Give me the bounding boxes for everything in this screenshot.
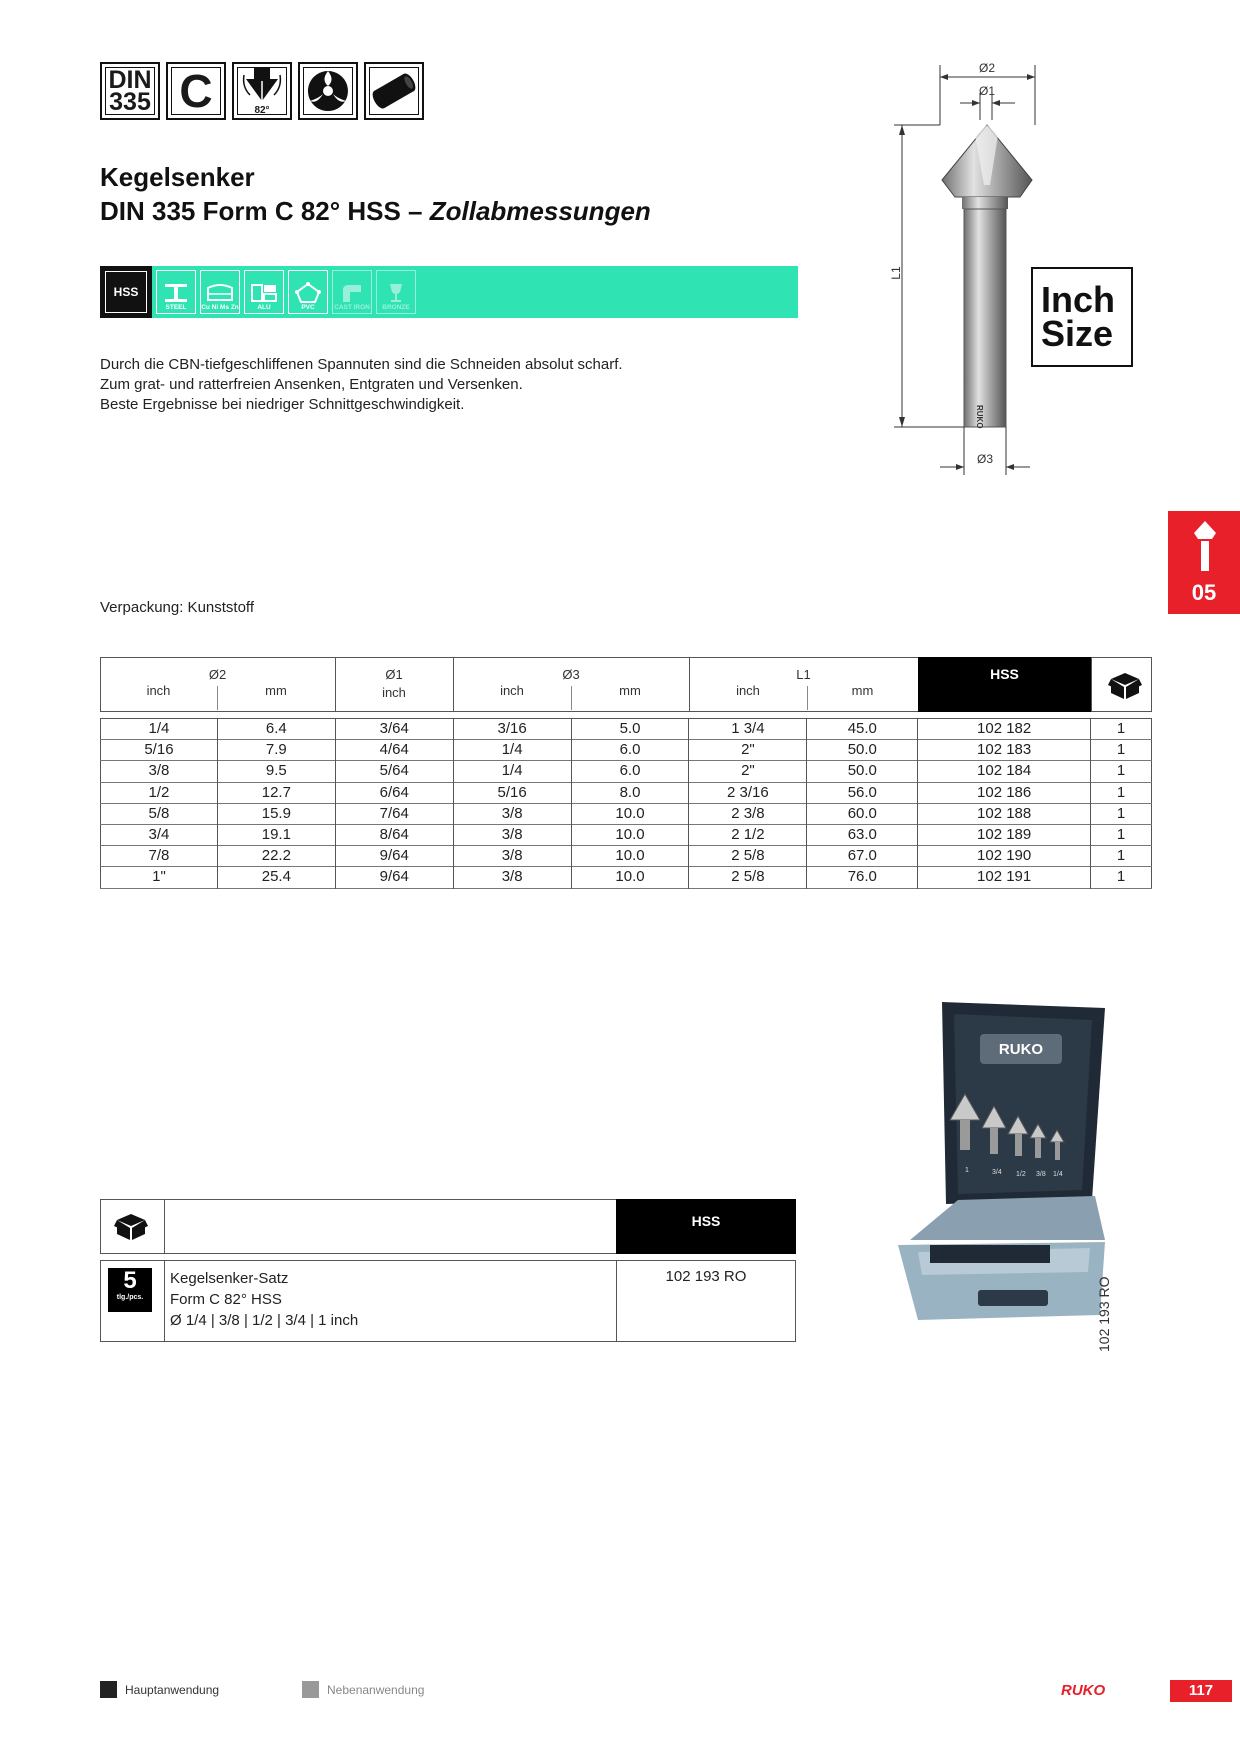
- description-line: Zum grat- und ratterfreien Ansenken, Entgraten und Versenken.: [100, 376, 523, 393]
- title-line2-prefix: DIN 335 Form C 82° HSS –: [100, 196, 430, 226]
- cell-pack-qty: 1: [1091, 782, 1152, 803]
- table-row: [101, 761, 1152, 782]
- cell-article-number: 102 182: [918, 719, 1091, 740]
- pvc-label: PVC: [301, 304, 315, 311]
- cell-d1-inch: 6/64: [335, 782, 453, 803]
- header-d1: Ø1: [385, 667, 403, 682]
- cell-article-number: 102 191: [918, 867, 1091, 888]
- piece-count-unit: tlg./pcs.: [116, 1294, 144, 1301]
- title-line2-italic: Zollabmessungen: [429, 196, 651, 226]
- unit-d2-inch: inch: [146, 683, 171, 698]
- din-number: 335: [109, 88, 151, 116]
- hss-badge-label: HSS: [105, 271, 147, 313]
- cell-article-number: 102 190: [918, 846, 1091, 867]
- cast-iron-label: CAST IRON: [334, 304, 370, 311]
- cell-d3-inch: 3/8: [453, 803, 571, 824]
- cell-d2-mm: 15.9: [217, 803, 335, 824]
- bit-label: 1/4: [1053, 1171, 1063, 1178]
- bit-label: 3/4: [992, 1169, 1002, 1176]
- cell-l1-inch: 2 5/8: [689, 867, 807, 888]
- countersink-angle-icon: [232, 62, 292, 120]
- cell-pack-qty: 1: [1091, 740, 1152, 761]
- cell-d1-inch: 5/64: [335, 761, 453, 782]
- table-row: [101, 719, 1152, 740]
- bit-label: 1: [965, 1167, 969, 1174]
- main-use-label: Hauptanwendung: [125, 1682, 220, 1697]
- photo-article-number: 102 193 RO: [1096, 1276, 1112, 1352]
- cell-d2-inch: 3/8: [148, 762, 170, 780]
- din-335-icon: [100, 62, 160, 120]
- cell-d2-inch: 5/8: [148, 804, 170, 822]
- cell-l1-mm: 50.0: [807, 761, 918, 782]
- table-row: [101, 803, 1152, 824]
- set-desc-line: Ø 1/4 | 3/8 | 1/2 | 3/4 | 1 inch: [170, 1312, 359, 1329]
- inch-size-line1: Inch: [1041, 279, 1116, 320]
- din-label: DIN: [108, 66, 152, 94]
- unit-l1-inch: inch: [736, 683, 760, 698]
- section-number: 05: [1191, 580, 1217, 605]
- cell-article-number: 102 183: [918, 740, 1091, 761]
- non-ferrous-label: Cu Ni Ms Zn: [201, 304, 239, 311]
- cell-pack-qty: 1: [1091, 761, 1152, 782]
- cell-d3-inch: 1/4: [453, 740, 571, 761]
- secondary-use-icon: [302, 1681, 319, 1698]
- d1-label: Ø1: [978, 84, 996, 98]
- page-number: 117: [1170, 1680, 1232, 1702]
- table-row: [101, 846, 1152, 867]
- cell-d3-inch: 3/8: [453, 867, 571, 888]
- cell-d3-mm: 6.0: [571, 761, 689, 782]
- steel-label: STEEL: [165, 304, 187, 311]
- table-row: [101, 782, 1152, 803]
- table-row: [101, 867, 1152, 888]
- cell-d2-inch: 1/4: [148, 720, 170, 738]
- piece-count-badge: [108, 1268, 152, 1312]
- cell-d2-inch: 1": [152, 868, 166, 886]
- cell-d2-mm: 7.9: [217, 740, 335, 761]
- secondary-use-label: Nebenanwendung: [327, 1682, 425, 1697]
- table-row: [101, 824, 1152, 845]
- hss-badge: [100, 266, 152, 318]
- cell-d2-mm: 6.4: [217, 719, 335, 740]
- cell-d3-inch: 3/8: [453, 824, 571, 845]
- title-line2: [100, 194, 651, 228]
- cell-d3-mm: 8.0: [571, 782, 689, 803]
- footer-brand: RUKO: [1061, 1682, 1106, 1699]
- cell-article-number: 102 188: [918, 803, 1091, 824]
- packaging-note: Verpackung: Kunststoff: [100, 599, 254, 616]
- drawing-brand: RUKO: [975, 405, 984, 429]
- bit-label: 1/2: [1016, 1171, 1026, 1178]
- description: [100, 355, 623, 415]
- cell-l1-mm: 45.0: [807, 719, 918, 740]
- cell-d3-mm: 10.0: [571, 824, 689, 845]
- cell-l1-mm: 60.0: [807, 803, 918, 824]
- cell-d1-inch: 8/64: [335, 824, 453, 845]
- set-header-hss: HSS: [616, 1199, 796, 1254]
- title-line1: Kegelsenker: [100, 162, 255, 192]
- unit-d3-inch: inch: [500, 683, 524, 698]
- cell-pack-qty: 1: [1091, 803, 1152, 824]
- cylindrical-shank-icon: [364, 62, 424, 120]
- cell-d3-mm: 10.0: [571, 803, 689, 824]
- d3-label: Ø3: [976, 452, 994, 466]
- angle-label: 82°: [254, 105, 270, 116]
- cell-d2-mm: 9.5: [217, 761, 335, 782]
- pvc-icon: [288, 270, 328, 314]
- main-use-icon: [100, 1681, 117, 1698]
- cell-l1-inch: 2 1/2: [689, 824, 807, 845]
- alu-icon: [244, 270, 284, 314]
- cell-pack-qty: 1: [1091, 867, 1152, 888]
- header-l1: L1: [796, 667, 811, 682]
- steel-icon: [156, 270, 196, 314]
- cell-d2-mm: 12.7: [217, 782, 335, 803]
- cell-article-number: 102 186: [918, 782, 1091, 803]
- non-ferrous-icon: [200, 270, 240, 314]
- cell-l1-inch: 2": [689, 740, 807, 761]
- form-letter: C: [179, 65, 213, 117]
- cell-d2-inch: 5/16: [144, 741, 174, 759]
- cell-d2-inch: 1/2: [148, 783, 170, 801]
- bronze-icon: [376, 270, 416, 314]
- inch-size-line2: Size: [1041, 313, 1114, 354]
- unit-d1-inch: inch: [382, 685, 406, 700]
- set-case-photo: [860, 990, 1120, 1340]
- package-icon: [1108, 669, 1142, 701]
- header-d3: Ø3: [562, 667, 580, 682]
- section-tab: [1168, 511, 1240, 614]
- header-d2: Ø2: [208, 667, 227, 682]
- cell-l1-inch: 2": [689, 761, 807, 782]
- cell-d1-inch: 7/64: [335, 803, 453, 824]
- countersink-drawing: [880, 55, 1060, 475]
- product-title: [100, 160, 651, 228]
- cell-d2-inch: 3/4: [148, 826, 170, 844]
- piece-count: 5: [123, 1267, 137, 1294]
- table-row: [101, 740, 1152, 761]
- cell-d3-inch: 5/16: [453, 782, 571, 803]
- cast-iron-icon: [332, 270, 372, 314]
- cell-d1-inch: 9/64: [335, 867, 453, 888]
- cell-d3-inch: 3/16: [453, 719, 571, 740]
- cell-pack-qty: 1: [1091, 824, 1152, 845]
- cell-l1-mm: 56.0: [807, 782, 918, 803]
- d2-label: Ø2: [978, 61, 996, 75]
- cell-d1-inch: 4/64: [335, 740, 453, 761]
- description-line: Durch die CBN-tiefgeschliffenen Spannuten sind die Schneiden absolut scharf.: [100, 356, 623, 373]
- unit-d2-mm: mm: [265, 683, 287, 698]
- cell-d3-inch: 1/4: [453, 761, 571, 782]
- countersink-tab-icon: [1192, 519, 1218, 573]
- inch-size-badge: [1031, 267, 1133, 367]
- cell-d3-inch: 3/8: [453, 846, 571, 867]
- form-c-icon: [166, 62, 226, 120]
- cell-d3-mm: 10.0: [571, 867, 689, 888]
- alu-label: ALU: [257, 304, 271, 311]
- three-flute-icon: [298, 62, 358, 120]
- set-article-number: 102 193 RO: [665, 1268, 747, 1285]
- set-desc-line: Kegelsenker-Satz: [170, 1270, 289, 1287]
- product-table: [100, 718, 1152, 889]
- cell-d1-inch: 9/64: [335, 846, 453, 867]
- cell-l1-inch: 1 3/4: [689, 719, 807, 740]
- cell-pack-qty: 1: [1091, 719, 1152, 740]
- case-brand: RUKO: [998, 1041, 1044, 1058]
- header-hss: HSS: [918, 657, 1091, 712]
- cell-d1-inch: 3/64: [335, 719, 453, 740]
- bit-label: 3/8: [1036, 1171, 1046, 1178]
- cell-d2-inch: 7/8: [148, 847, 170, 865]
- legend-main-use: [100, 1681, 219, 1698]
- cell-d2-mm: 25.4: [217, 867, 335, 888]
- cell-l1-mm: 76.0: [807, 867, 918, 888]
- cell-l1-inch: 2 5/8: [689, 846, 807, 867]
- bronze-label: BRONZE: [382, 304, 410, 311]
- cell-article-number: 102 184: [918, 761, 1091, 782]
- cell-l1-inch: 2 3/8: [689, 803, 807, 824]
- cell-d3-mm: 5.0: [571, 719, 689, 740]
- unit-l1-mm: mm: [851, 683, 874, 698]
- cell-l1-inch: 2 3/16: [689, 782, 807, 803]
- cell-l1-mm: 50.0: [807, 740, 918, 761]
- cell-d2-mm: 22.2: [217, 846, 335, 867]
- l1-label: L1: [889, 266, 903, 280]
- unit-d3-mm: mm: [619, 683, 641, 698]
- set-description: [170, 1268, 358, 1331]
- cell-pack-qty: 1: [1091, 846, 1152, 867]
- cell-l1-mm: 63.0: [807, 824, 918, 845]
- cell-d2-mm: 19.1: [217, 824, 335, 845]
- cell-article-number: 102 189: [918, 824, 1091, 845]
- cell-d3-mm: 10.0: [571, 846, 689, 867]
- cell-d3-mm: 6.0: [571, 740, 689, 761]
- set-desc-line: Form C 82° HSS: [170, 1291, 282, 1308]
- description-line: Beste Ergebnisse bei niedriger Schnittgeschwindigkeit.: [100, 396, 465, 413]
- cell-l1-mm: 67.0: [807, 846, 918, 867]
- set-package-icon: [114, 1210, 148, 1242]
- legend-secondary-use: [302, 1681, 424, 1698]
